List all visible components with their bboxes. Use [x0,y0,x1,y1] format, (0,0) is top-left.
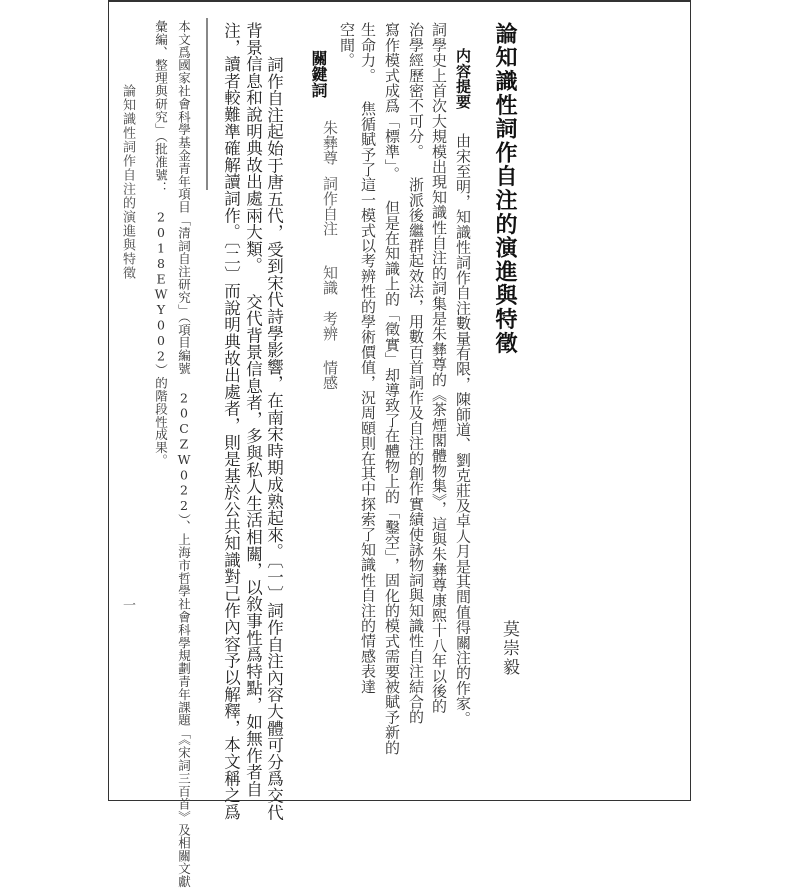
footnote-separator [206,18,208,190]
abstract-line-5: 生命力。 焦循賦予了這一模式以考辨性的學術價值，況周頤則在其中探索了知識性自注的情感表達 [359,22,377,694]
body-line-3: 注，讀者較難準確解讀詞作。〔二〕而說明典故出處者，則是基於公共知識對己作內容予以解釋，本文稱之爲 [221,22,241,821]
abstract-line-3: 治學經歷密不可分。 浙派後繼群起效法，用數百首詞作及自注的創作實績使詠物詞與知識性自注結合的 [407,22,425,725]
keyword: 朱彝尊 [321,120,339,165]
abstract-label: 内容提要 [454,48,472,109]
abstract-line-4: 寫作模式成爲「標準」。 但是在知識上的「徵實」却導致了在體物上的「鑿空」，固化的模式需要被賦予新的 [383,22,401,755]
abstract-line-6: 空間。 [338,22,356,68]
keyword: 考辨 [321,311,339,341]
author-name: 莫崇毅 [499,620,519,677]
page-number: 一 [120,598,135,612]
body-line-1: 詞作自注起始于唐五代，受到宋代詩學影響，在南宋時期成熟起來。〔一〕詞作自注內容大體可分爲交代 [264,56,284,821]
abstract-line-2: 詞學史上首次大規模出現知識性自注的詞集是朱彝尊的《茶煙閣體物集》，這與朱彝尊康熙十八年以後的 [430,22,448,714]
body-line-2: 背景信息和說明典故出處兩大類。 交代背景信息者，多與私人生活相關，以敘事性爲特點，如無作者自 [243,22,263,798]
keyword: 知識 [321,265,339,295]
running-header: 論知識性詞作自注的演進與特徵 [120,84,135,280]
keyword: 詞作自注 [321,176,339,236]
footnote-line-2: 彙編、整理與研究」（批准號： 2018EWY002）的階段性成果。 [153,20,169,467]
article-title: 論知識性詞作自注的演進與特徵 [492,22,518,356]
keywords-label: 關鍵詞 [309,50,328,98]
keyword: 情感 [321,360,339,390]
abstract-line-1: 内容提要由宋至明，知識性詞作自注數量有限，陳師道、劉克莊及卓人月是其間值得關注的作家。 [454,48,472,726]
footnote-line-1: 本文爲國家社會科學基金青年項目「清詞自注研究」（項目編號 20CZW022）、上海市哲學社會科學規劃青年課題「《宋詞三百首》及相關文獻 [176,20,192,888]
